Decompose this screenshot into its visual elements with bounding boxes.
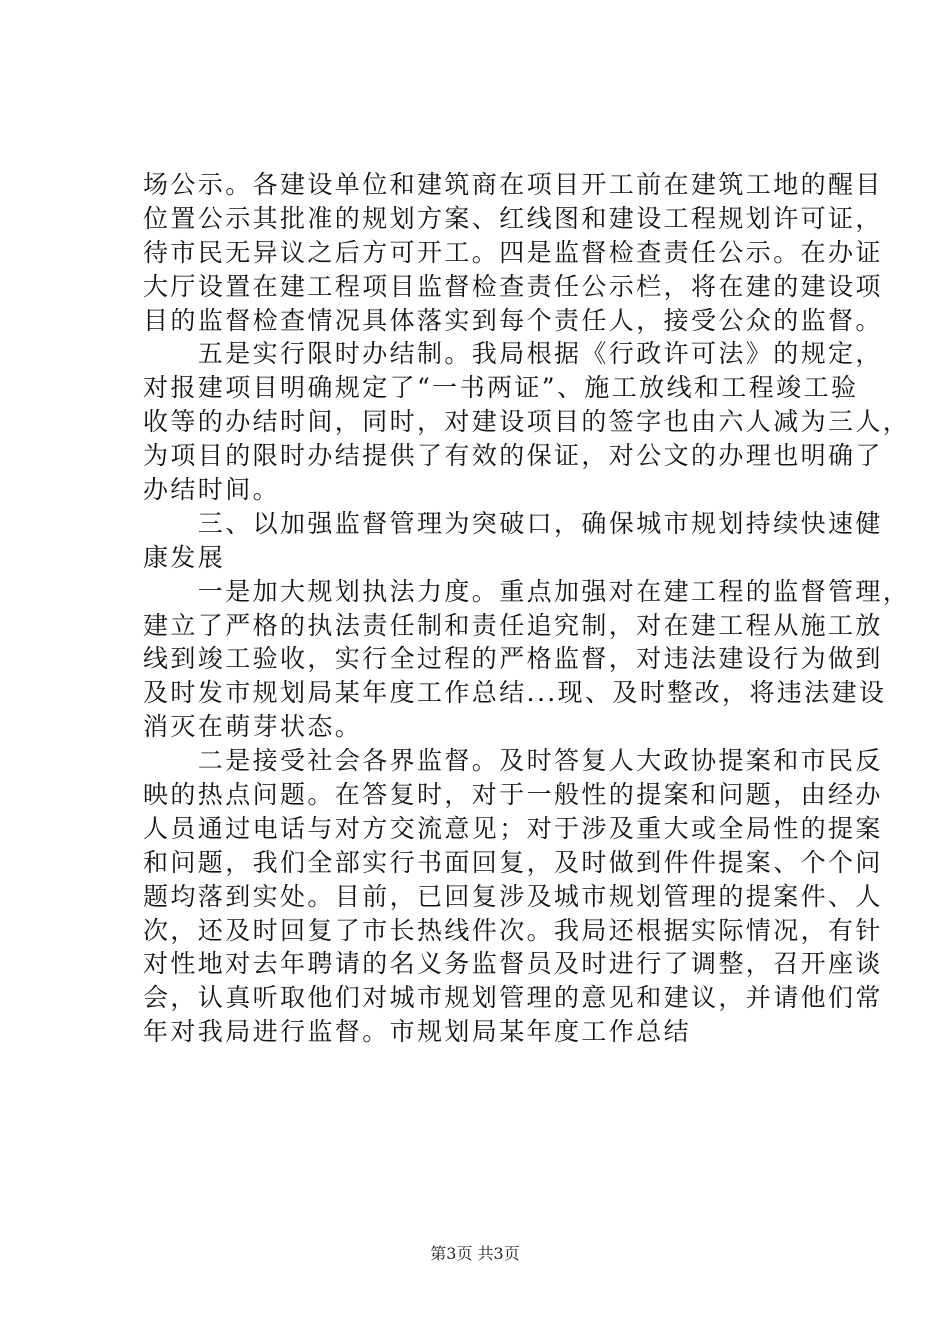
text-line: 二是接受社会各界监督。及时答复人大政协提案和市民反 [143, 746, 883, 776]
text-line: 建立了严格的执法责任制和责任追究制，对在建工程从施工放 [143, 610, 883, 640]
page-number-footer: 第3页 共3页 [430, 1244, 520, 1263]
text-line: 和问题，我们全部实行书面回复，及时做到件件提案、个个问 [143, 847, 883, 877]
text-line: 收等的办结时间，同时，对建设项目的签字也由六人减为三人， [143, 407, 911, 437]
text-line: 一是加大规划执法力度。重点加强对在建工程的监督管理， [143, 576, 911, 606]
text-line: 对性地对去年聘请的名义务监督员及时进行了调整，召开座谈 [143, 949, 883, 979]
section-heading-line: 康发展 [143, 542, 226, 572]
text-line: 题均落到实处。目前，已回复涉及城市规划管理的提案件、人 [143, 881, 883, 911]
text-line: 办结时间。 [143, 475, 281, 505]
text-line: 次，还及时回复了市长热线件次。我局还根据实际情况，有针 [143, 915, 883, 945]
text-line: 线到竣工验收，实行全过程的严格监督，对违法建设行为做到 [143, 644, 883, 674]
text-line: 及时发市规划局某年度工作总结...现、及时整改，将违法建设 [143, 678, 887, 708]
text-line: 会，认真听取他们对城市规划管理的意见和建议，并请他们常 [143, 983, 883, 1013]
text-line: 待市民无异议之后方可开工。四是监督检查责任公示。在办证 [143, 237, 883, 267]
section-heading-line: 三、以加强监督管理为突破口，确保城市规划持续快速健 [143, 508, 883, 538]
text-line: 映的热点问题。在答复时，对于一般性的提案和问题，由经办 [143, 780, 883, 810]
text-line: 对报建项目明确规定了“一书两证”、施工放线和工程竣工验 [143, 373, 859, 403]
text-line: 年对我局进行监督。市规划局某年度工作总结 [143, 1017, 692, 1047]
body-text [143, 168, 911, 1049]
text-line: 位置公示其批准的规划方案、红线图和建设工程规划许可证， [143, 203, 883, 233]
text-line: 场公示。各建设单位和建筑商在项目开工前在建筑工地的醒目 [143, 170, 883, 199]
text-line: 人员通过电话与对方交流意见；对于涉及重大或全局性的提案 [143, 813, 883, 843]
text-line: 大厅设置在建工程项目监督检查责任公示栏，将在建的建设项 [143, 271, 883, 301]
text-line: 目的监督检查情况具体落实到每个责任人，接受公众的监督。 [143, 305, 883, 335]
text-line: 为项目的限时办结提供了有效的保证，对公文的办理也明确了 [143, 441, 883, 471]
text-line: 五是实行限时办结制。我局根据《行政许可法》的规定， [143, 339, 883, 369]
text-line: 消灭在萌芽状态。 [143, 712, 363, 742]
